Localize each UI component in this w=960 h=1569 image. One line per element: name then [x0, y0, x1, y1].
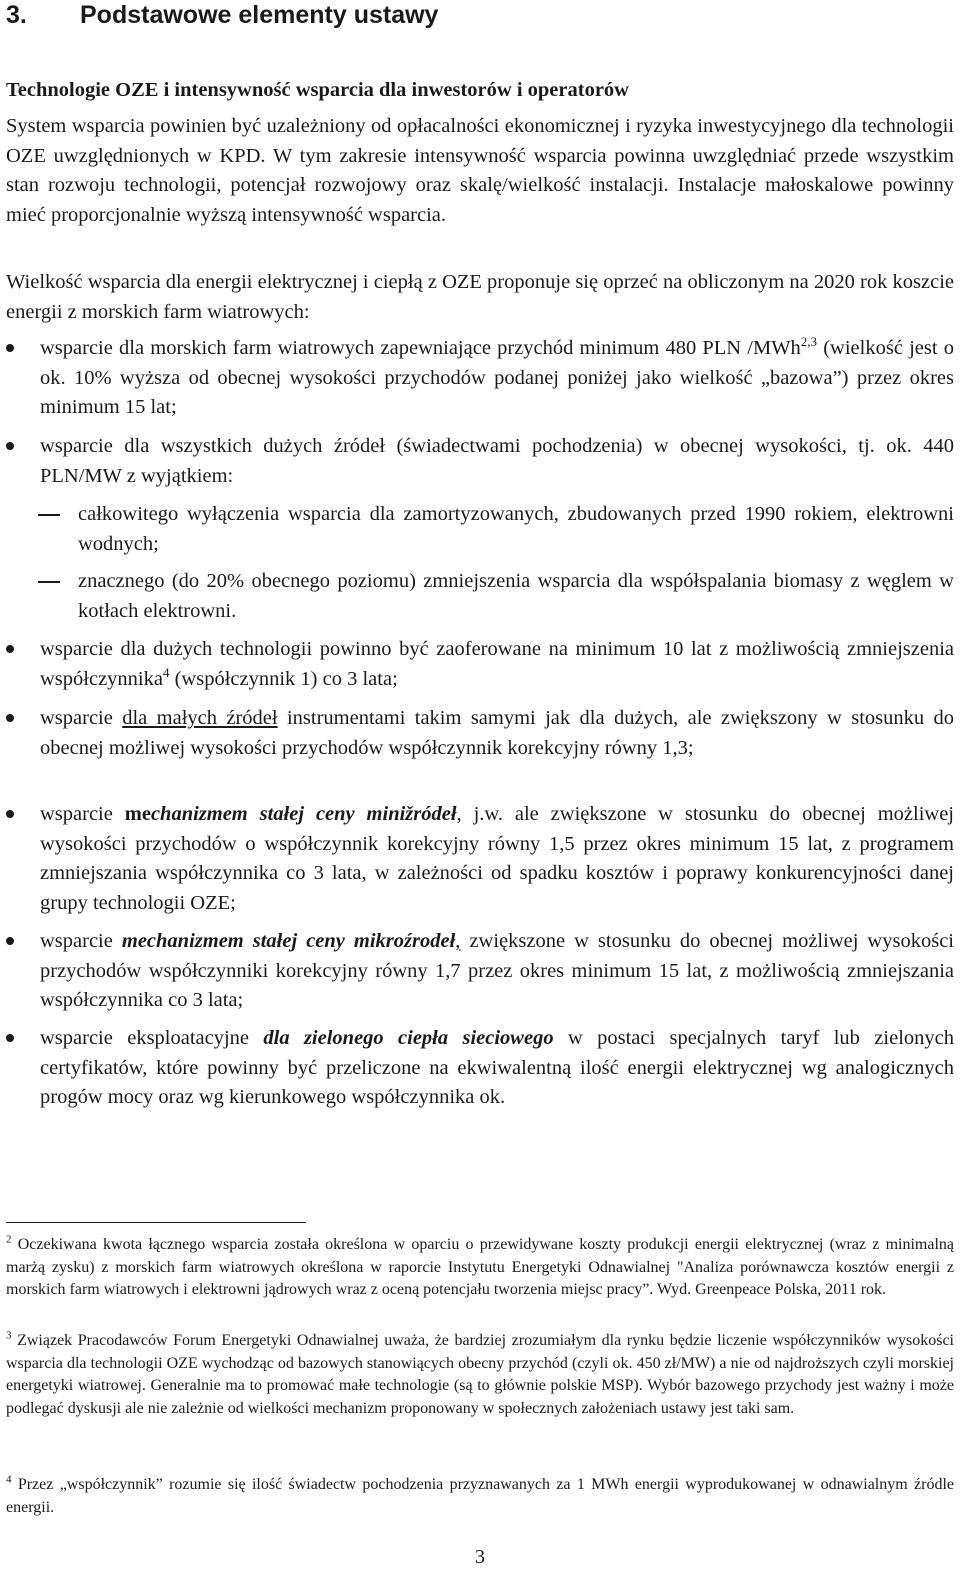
- bullet-text: wsparcie mechanizmem stałej ceny minižródeł, j.w. ale zwiększone w stosunku do obecnej możliwej wysokości przychodów o współczynnik korekcyjny równy 1,5 przez okres minimum 15 lat, z programem zmniejszania współczynnika co 3 lata, w zależności od spadku kosztów i poprawy konkurencyjności danej grupy technologii OZE;: [40, 803, 954, 914]
- bullet-text: wsparcie dla wszystkich dużych źródeł (świadectwami pochodzenia) w obecnej wysokości, tj. ok. 440 PLN/MW z wyjątkiem:: [40, 435, 954, 487]
- bullet-dot-icon: [6, 937, 14, 945]
- bullet-mini-sources: [0, 800, 954, 918]
- bullet-green-heat: [0, 1024, 954, 1113]
- footnote-2: $^2$ Oczekiwana kwota łącznego wsparcia została określona w oparciu o przewidywane koszty produkcji energii elektrycznej (wraz z minimalną marżą zysku) z morskich farm wiatrowych określona w raporcie Instytutu Energetyki Odnawialnej "Analiza porównawcza kosztów energii z morskich farm wiatrowych i elektrowni jądrowych wraz z oceną potencjału tworzenia miejsc pracy”. Wyd. Greenpeace Polska, 2011 rok.: [6, 1233, 954, 1298]
- bullet-micro-sources: [0, 927, 954, 1016]
- page-number: 3: [475, 1546, 485, 1568]
- bullet-large-technologies: [0, 635, 954, 694]
- bullet-small-sources: [0, 704, 954, 763]
- footnote-ref: 2,3: [800, 334, 818, 350]
- footnote-3: $^3$ Związek Pracodawców Forum Energetyki Odnawialnej uważa, że bardziej zrozumiałym dla rynku będzie liczenie współczynników wysokości wsparcia dla technologii OZE wychodząc od bazowych stanowiących obecny przychód (czyli ok. 450 zł/MW) a nie od najdroższych czyli morskiej energetyki wiatrowej. Generalnie ma to promować małe technologie (są to głównie polskie MSP). Wybór bazowego przychody jest ważny i może podlegać dyskusji ale nie zależnie od wielkości mechanizm proponowany w społecznych założeniach ustawy jest taki sam.: [6, 1329, 954, 1417]
- footnote-4: $^4$ Przez „współczynnik” rozumie się ilość świadectw pochodzenia przyznawanych za 1 MWh energii wyprodukowanej w odnawialnym źródle energii.: [6, 1473, 954, 1516]
- footnote-number: 2: [6, 1233, 12, 1246]
- dash-icon: [38, 581, 60, 583]
- bullet-dot-icon: [6, 442, 14, 450]
- section-number: 3.: [6, 1, 27, 29]
- footnote-separator: [6, 1222, 306, 1223]
- bullet-dot-icon: [6, 645, 14, 653]
- bullet-dot-icon: [6, 344, 14, 352]
- section-title: Podstawowe elementy ustawy: [80, 1, 439, 29]
- bullet-text: wsparcie mechanizmem stałej ceny mikroźrodeł, zwiększone w stosunku do obecnej możliwej wysokości przychodów współczynniki korekcyjny równy 1,7 przez okres minimum 15 lat, z możliwością zmniejszania współczynnika co 3 lata;: [40, 930, 954, 1011]
- bullet-dot-icon: [6, 810, 14, 818]
- dash-icon: [38, 514, 60, 516]
- paragraph-intro: System wsparcia powinien być uzależniony od opłacalności ekonomicznej i ryzyka inwestycyjnego dla technologii OZE uwzględnionych w KPD. W tym zakresie intensywność wsparcia powinna uwzględniać przede wszystkim stan rozwoju technologii, potencjał rozwojowy oraz skalę/wielkość instalacji. Instalacje małoskalowe powinny mieć proporcjonalnie wyższą intensywność wsparcia.: [6, 115, 954, 226]
- footnote-ref: 4: [162, 664, 170, 680]
- footnote-number: 3: [6, 1329, 12, 1342]
- bullet-offshore-wind: [0, 334, 954, 423]
- paragraph-support-basis: Wielkość wsparcia dla energii elektrycznej i ciepłą z OZE proponuje się oprzeć na obliczonym na 2020 rok koszcie energii z morskich farm wiatrowych:: [6, 271, 954, 323]
- bullet-text: wsparcie dla morskich farm wiatrowych zapewniające przychód minimum 480 PLN /MWh$^{2,3}$ (wielkość jest o ok. 10% wyższa od obecnej wysokości przychodów podanej poniżej jako wielkość „bazowa”) przez okres minimum 15 lat;: [40, 334, 954, 418]
- bullet-text: wsparcie eksploatacyjne dla zielonego ciepła sieciowego w postaci specjalnych taryf lub zielonych certyfikatów, które powinny być przeliczone na ekwiwalentną ilość energii elektrycznej wg analogicznych progów mocy oraz wg kierunkowego współczynnika ok.: [40, 1027, 954, 1108]
- subheading: Technologie OZE i intensywność wsparcia dla inwestorów i operatorów: [6, 79, 629, 101]
- footnote-number: 4: [6, 1473, 12, 1486]
- bullet-dot-icon: [6, 1034, 14, 1042]
- dash-text: znacznego (do 20% obecnego poziomu) zmniejszenia wsparcia dla współspalania biomasy z węglem w kotłach elektrowni.: [78, 570, 954, 622]
- dash-text: całkowitego wyłączenia wsparcia dla zamortyzowanych, zbudowanych przed 1990 rokiem, elektrowni wodnych;: [78, 503, 954, 555]
- bullet-dot-icon: [6, 714, 14, 722]
- section-heading: [6, 0, 438, 30]
- dash-item-cofiring: [0, 567, 954, 626]
- dash-item-hydro: [0, 500, 954, 559]
- bullet-text: wsparcie dla małych źródeł instrumentami takim samymi jak dla dużych, ale zwiększony w stosunku do obecnej możliwej wysokości przychodów współczynnik korekcyjny równy 1,3;: [40, 707, 955, 759]
- bullet-large-sources: [0, 432, 954, 491]
- bullet-text: wsparcie dla dużych technologii powinno być zaoferowane na minimum 10 lat z możliwością zmniejszenia współczynnika$^4$ (współczynnik 1) co 3 lata;: [40, 638, 954, 690]
